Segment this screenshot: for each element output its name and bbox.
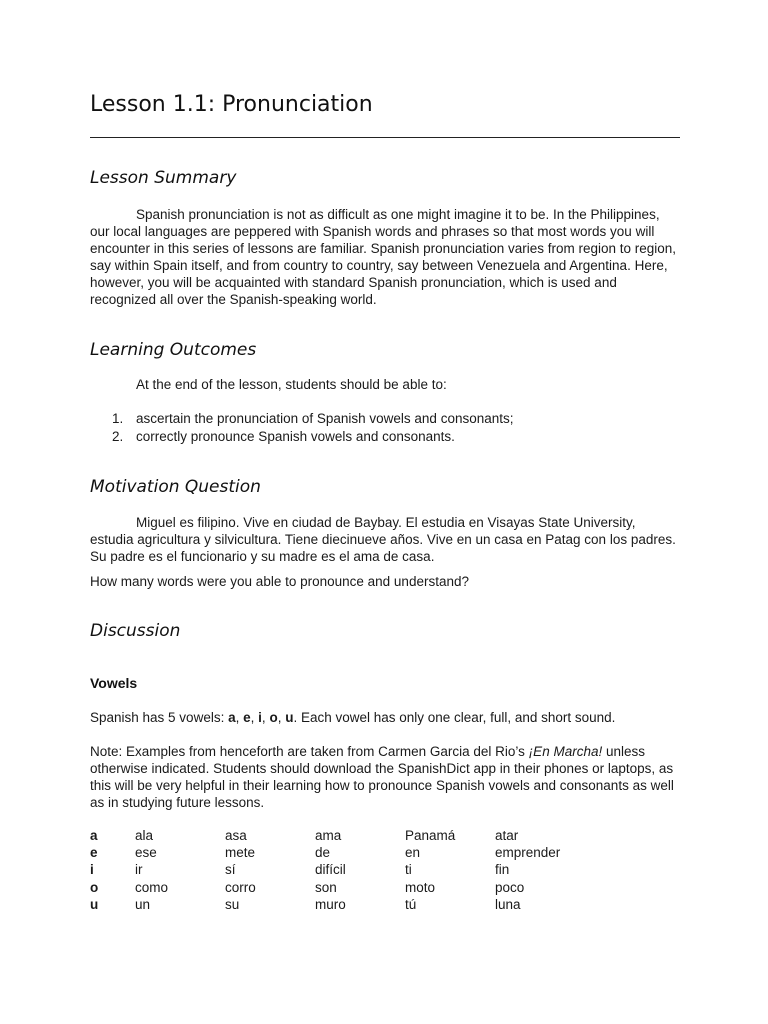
- list-item-text: correctly pronounce Spanish vowels and consonants.: [136, 429, 455, 444]
- vowel-cell: i: [90, 862, 94, 878]
- note-paragraph: [90, 743, 680, 811]
- example-word: ese: [135, 845, 157, 861]
- example-word: muro: [315, 896, 346, 912]
- example-word: su: [225, 896, 240, 912]
- example-word: asa: [225, 828, 247, 843]
- book-title: ¡En Marcha!: [528, 744, 603, 759]
- vowel-cell: e: [90, 845, 98, 861]
- list-item-text: ascertain the pronunciation of Spanish vowels and consonants;: [136, 411, 514, 426]
- vowel-letter: u: [285, 710, 294, 725]
- outcomes-list: [90, 410, 680, 446]
- vowel-letter: o: [269, 710, 278, 725]
- table-row: [90, 827, 650, 844]
- section-heading-summary: Lesson Summary: [90, 168, 237, 188]
- table-row: [90, 844, 650, 861]
- example-word: tú: [405, 896, 417, 912]
- subheading-vowels: Vowels: [90, 675, 138, 691]
- vowel-cell: u: [90, 896, 99, 912]
- list-item: [90, 410, 680, 428]
- example-word: emprender: [495, 845, 561, 861]
- example-word: Panamá: [405, 828, 456, 843]
- example-word: ti: [405, 862, 412, 878]
- example-word: de: [315, 845, 331, 861]
- table-row: [90, 861, 650, 878]
- example-word: mete: [225, 845, 256, 861]
- list-item-number: 2.: [112, 429, 124, 444]
- example-word: luna: [495, 896, 521, 912]
- example-word: difícil: [315, 862, 346, 878]
- section-heading-discussion: Discussion: [90, 621, 181, 641]
- motivation-question: How many words were you able to pronounce and understand?: [90, 574, 469, 589]
- example-word: corro: [225, 879, 256, 895]
- example-word: son: [315, 879, 337, 895]
- title-divider: [90, 137, 680, 138]
- example-word: ala: [135, 828, 154, 843]
- example-word: sí: [225, 862, 236, 878]
- table-row: [90, 879, 650, 896]
- section-heading-motivation: Motivation Question: [90, 477, 261, 497]
- example-word: atar: [495, 828, 519, 843]
- vowel-letter: i: [258, 710, 262, 725]
- outcomes-intro: At the end of the lesson, students should be able to:: [136, 377, 447, 392]
- vowels-intro-text: Spanish has 5 vowels:: [90, 710, 229, 725]
- page-title: Lesson 1.1: Pronunciation: [90, 92, 373, 117]
- vowels-intro-tail: . Each vowel has only one clear, full, and short sound.: [293, 710, 616, 725]
- section-heading-outcomes: Learning Outcomes: [90, 340, 257, 360]
- example-word: poco: [495, 879, 525, 895]
- list-item: [90, 428, 680, 446]
- table-row: [90, 896, 650, 913]
- vowel-letter: e: [243, 710, 251, 725]
- example-word: fin: [495, 862, 510, 878]
- vowels-intro: Spanish has 5 vowels: a, e, i, o, u. Each vowel has only one clear, full, and short sound.: [90, 710, 616, 725]
- example-word: moto: [405, 879, 436, 895]
- example-word: ir: [135, 862, 143, 878]
- example-word: como: [135, 879, 169, 895]
- note-text: Note: Examples from henceforth are taken from Carmen Garcia del Rio’s: [90, 744, 529, 759]
- list-item-number: 1.: [112, 411, 124, 426]
- note-text-tail: unless otherwise indicated. Students should download the SpanishDict app in their phones or laptops, as this will be very helpful in their learning how to pronounce Spanish vowels and consonants as well as in studying future lessons.: [90, 744, 674, 810]
- motivation-paragraph: Miguel es filipino. Vive en ciudad de Baybay. El estudia en Visayas State University, estudia agricultura y silvicultura. Tiene diecinueve años. Vive en un casa en Patag con los padres. Su padre es el funcionario y su madre es el ama de casa.: [90, 515, 676, 564]
- example-word: un: [135, 896, 151, 912]
- vowel-examples-table: [90, 827, 650, 913]
- vowel-cell: a: [90, 828, 98, 843]
- summary-paragraph: Spanish pronunciation is not as difficult as one might imagine it to be. In the Philippines, our local languages are peppered with Spanish words and phrases so that most words you will encounter in this series of lessons are familiar. Spanish pronunciation varies from region to region, say within Spain itself, and from country to country, say between Venezuela and Argentina. Here, however, you will be acquainted with standard Spanish pronunciation, which is used and recognized all over the Spanish-speaking world.: [90, 207, 677, 307]
- vowel-letter: a: [228, 710, 236, 725]
- example-word: ama: [315, 828, 342, 843]
- example-word: en: [405, 845, 421, 861]
- vowel-cell: o: [90, 879, 99, 895]
